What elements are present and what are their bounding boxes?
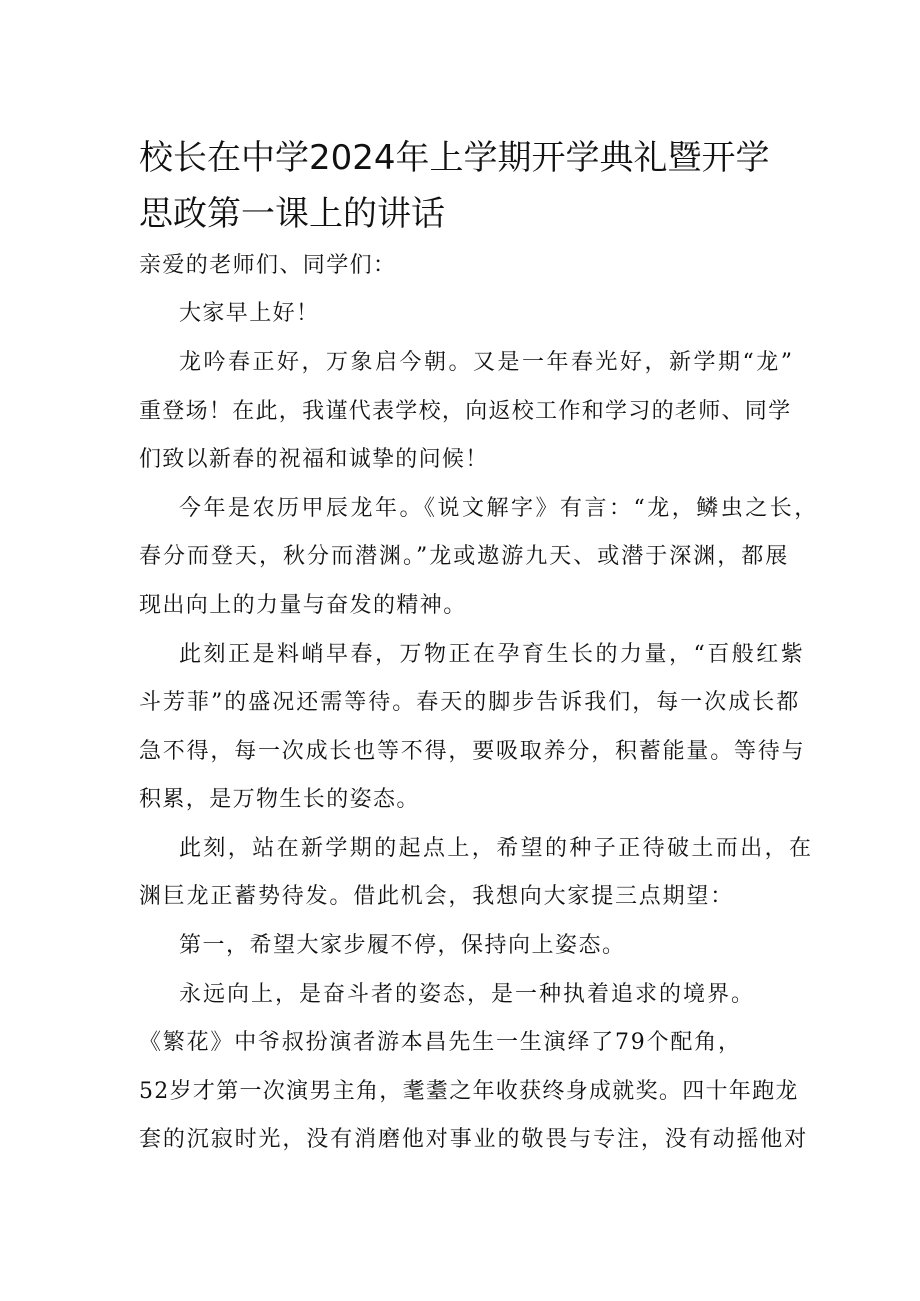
body-line: 现出向上的力量与奋发的精神。 — [139, 593, 467, 618]
body-line: 今年是农历甲辰龙年。《说文解字》有言：“龙，鳞虫之长， — [179, 496, 819, 521]
title-line-1: 校长在中学2024年上学期开学典礼暨开学 — [139, 138, 770, 178]
body-line: 们致以新春的祝福和诚挚的问候！ — [139, 447, 489, 472]
title-line-2: 思政第一课上的讲话 — [139, 194, 445, 234]
body-line: 斗芳菲”的盛况还需等待。春天的脚步告诉我们，每一次成长都 — [139, 690, 801, 715]
body-line: 春分而登天，秋分而潜渊。”龙或遨游九天、或潜于深渊，都展 — [139, 544, 790, 569]
body-line: 积累，是万物生长的姿态。 — [139, 787, 420, 812]
body-line: 此刻正是料峭早春，万物正在孕育生长的力量，“百般红紫 — [179, 642, 806, 667]
body-line: 此刻，站在新学期的起点上，希望的种子正待破土而出，在 — [179, 836, 814, 861]
body-line: 永远向上，是奋斗者的姿态，是一种执着追求的境界。 — [179, 982, 756, 1007]
body-line: 急不得，每一次成长也等不得，要吸取养分，积蓄能量。等待与 — [139, 739, 806, 764]
body-line: 第一，希望大家步履不停，保持向上姿态。 — [179, 933, 626, 958]
body-line: 《繁花》中爷叔扮演者游本昌先生一生演绎了79个配角， — [139, 1030, 742, 1055]
body-line: 大家早上好！ — [179, 301, 320, 326]
body-line: 龙吟春正好，万象启今朝。又是一年春光好，新学期“龙” — [179, 350, 795, 375]
body-line: 渊巨龙正蓄势待发。借此机会，我想向大家提三点期望： — [139, 884, 735, 909]
greeting-line: 亲爱的老师们、同学们： — [139, 253, 397, 278]
document-title — [139, 130, 799, 242]
body-line: 套的沉寂时光，没有消磨他对事业的敬畏与专注，没有动摇他对 — [139, 1127, 809, 1152]
body-line: 重登场！在此，我谨代表学校，向返校工作和学习的老师、同学 — [139, 399, 792, 424]
body-line: 52岁才第一次演男主角，耄耋之年收获终身成就奖。四十年跑龙 — [139, 1079, 799, 1104]
